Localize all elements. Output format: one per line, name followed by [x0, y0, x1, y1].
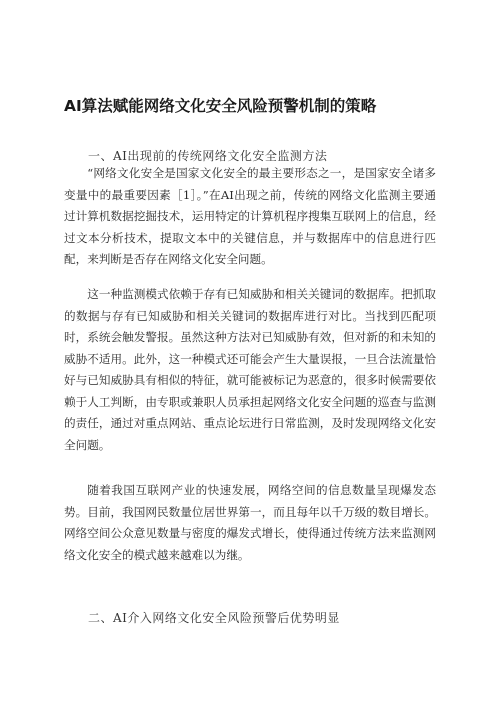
section-heading-2: 二、AI介入网络文化安全风险预警后优势明显	[88, 611, 340, 625]
section-heading-1: 一、AI出现前的传统网络文化安全监测方法	[88, 149, 328, 163]
document-title: AI算法赋能网络文化安全风险预警机制的策略	[64, 97, 377, 115]
paragraph-1: “网络文化安全是国家文化安全的最主要形态之一，是国家安全诸多变量中的最重要因素［1］。”在AI出现之前，传统的网络文化监测主要通过计算机数据挖掘技术，运用特定的计算机程序搜集互联网上的信息，经过文本分析技术，提取文本中的关键信息，并与数据库中的信息进行匹配，来判断是否存在网络文化安全问题。	[64, 166, 436, 266]
paragraph-2: 这一种监测模式依赖于存有已知威胁和相关关键词的数据库。把抓取的数据与存有已知威胁和相关关键词的数据库进行对比。当找到匹配项时，系统会触发警报。虽然这种方法对已知威胁有效，但对新的和未知的威胁不适用。此外，这一种模式还可能会产生大量误报，一旦合法流量恰好与已知威胁具有相似的特征，就可能被标记为恶意的，很多时候需要依赖于人工判断，由专职或兼职人员承担起网络文化安全问题的巡查与监测的责任，通过对重点网站、重点论坛进行日常监测，及时发现网络文化安全问题。	[64, 287, 436, 452]
paragraph-3: 随着我国互联网产业的快速发展，网络空间的信息数量呈现爆发态势。目前，我国网民数量位居世界第一，而且每年以千万级的数目增长。网络空间公众意见数量与密度的爆发式增长，使得通过传统方法来监测网络文化安全的模式越来越难以为继。	[64, 483, 436, 562]
